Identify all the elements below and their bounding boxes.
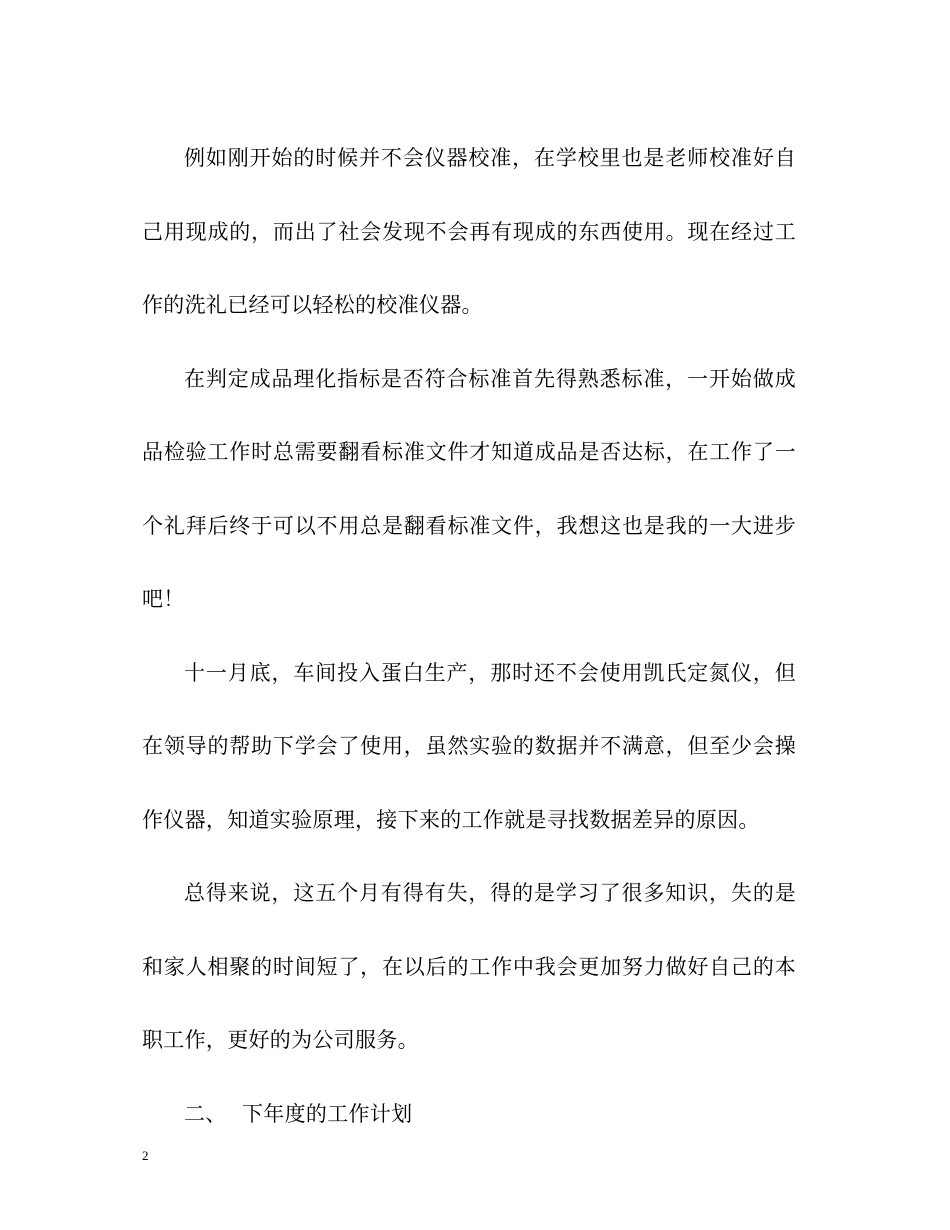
paragraph-protein-production: 十一月底，车间投入蛋白生产，那时还不会使用凯氏定氮仪，但在领导的帮助下学会了使用，虽然实验的数据并不满意，但至少会操作仪器，知道实验原理，接下来的工作就是寻找数据差异的原因。 — [142, 660, 796, 832]
section-heading — [142, 1078, 796, 1152]
paragraph-product-inspection: 在判定成品理化指标是否符合标准首先得熟悉标准，一开始做成品检验工作时总需要翻看标准文件才知道成品是否达标，在工作了一个礼拜后终于可以不用总是翻看标准文件，我想这也是我的一大进步吧！ — [142, 366, 796, 611]
document-body — [142, 122, 796, 1151]
page-number: 2 — [142, 1148, 149, 1163]
section-heading-number: 二、 — [184, 1101, 227, 1126]
section-heading-text: 下年度的工作计划 — [242, 1101, 413, 1126]
paragraph-summary: 总得来说，这五个月有得有失，得的是学习了很多知识，失的是和家人相聚的时间短了，在以后的工作中我会更加努力做好自己的本职工作，更好的为公司服务。 — [142, 881, 796, 1052]
paragraph-instrument-calibration: 例如刚开始的时候并不会仪器校准，在学校里也是老师校准好自己用现成的，而出了社会发现不会再有现成的东西使用。现在经过工作的洗礼已经可以轻松的校准仪器。 — [142, 146, 796, 317]
